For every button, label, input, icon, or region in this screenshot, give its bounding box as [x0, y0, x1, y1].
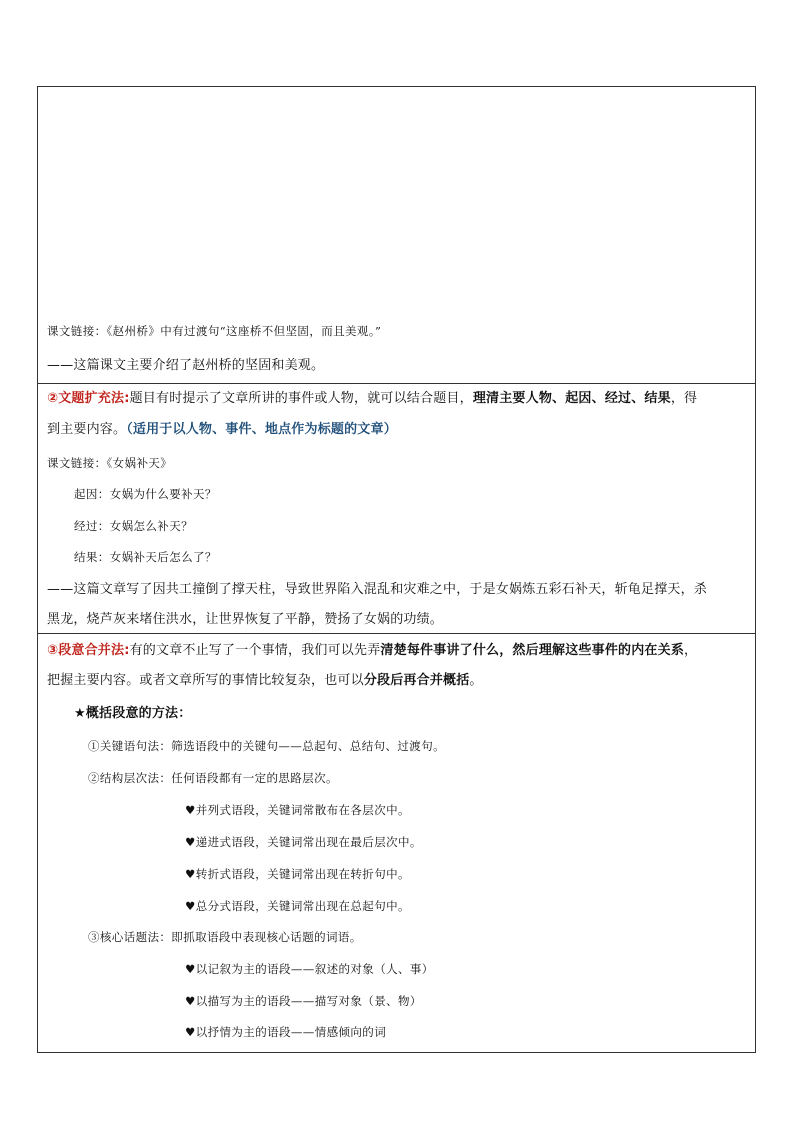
table-row-transition — [38, 87, 755, 384]
method2-line1: ②文题扩充法:题目有时提示了文章所讲的事件或人物，就可以结合题目，理清主要人物、起因、经过、结果，得 — [47, 391, 698, 406]
method-core-topic: ③核心话题法：即抓取语段中表现核心话题的词语。 — [88, 930, 362, 944]
summary-zhaozhou: ——这篇课文主要介绍了赵州桥的坚固和美观。 — [47, 358, 325, 373]
list-item: ♥以记叙为主的语段——叙述的对象（人、事） — [185, 962, 434, 976]
table-row-title-expansion — [38, 384, 755, 634]
method-structure: ②结构层次法：任何语段都有一定的思路层次。 — [88, 771, 338, 785]
method3-line2: 把握主要内容。或者文章所写的事情比较复杂，也可以分段后再合并概括。 — [47, 673, 483, 688]
nuwa-cause: 起因：女娲为什么要补天？ — [74, 487, 217, 501]
star-heading: ★概括段意的方法： — [74, 706, 192, 721]
list-item: ♥并列式语段，关键词常散布在各层次中。 — [185, 803, 410, 817]
nuwa-summary-line1: ——这篇文章写了因共工撞倒了撑天柱，导致世界陷入混乱和灾难之中，于是女娲炼五彩石补天，斩龟足撑天，杀 — [47, 582, 708, 597]
method3-title: ③段意合并法: — [47, 643, 130, 658]
content-table — [37, 86, 756, 1053]
list-item: ♥转折式语段，关键词常出现在转折句中。 — [185, 867, 410, 881]
list-item: ♥递进式语段，关键词常出现在最后层次中。 — [185, 835, 422, 849]
lesson-link-zhaozhou: 课文链接：《赵州桥》中有过渡句“这座桥不但坚固，而且美观。” — [47, 324, 382, 338]
method2-note: （适用于以人物、事件、地点作为标题的文章） — [126, 422, 397, 437]
method3-line1: ③段意合并法:有的文章不止写了一个事情，我们可以先弄清楚每件事讲了什么，然后理解这些事件的内在关系， — [47, 643, 698, 658]
list-item: ♥总分式语段，关键词常出现在总起句中。 — [185, 899, 410, 913]
list-item: ♥以抒情为主的语段——情感倾向的词 — [185, 1025, 387, 1039]
nuwa-process: 经过：女娲怎么补天？ — [74, 519, 193, 533]
nuwa-summary-line2: 黑龙，烧芦灰来堵住洪水，让世界恢复了平静，赞扬了女娲的功绩。 — [47, 612, 444, 627]
lesson-link-nuwa: 课文链接：《女娲补天》 — [47, 456, 173, 470]
method2-line2: 到主要内容。（适用于以人物、事件、地点作为标题的文章） — [47, 422, 397, 437]
nuwa-result: 结果：女娲补天后怎么了？ — [74, 550, 217, 564]
method-key-sentence: ①关键语句法：筛选语段中的关键句——总起句、总结句、过渡句。 — [88, 739, 445, 753]
list-item: ♥以描写为主的语段——描写对象（景、物） — [185, 994, 422, 1008]
table-row-paragraph-merge — [38, 634, 755, 1052]
method2-title: ②文题扩充法: — [47, 391, 130, 406]
